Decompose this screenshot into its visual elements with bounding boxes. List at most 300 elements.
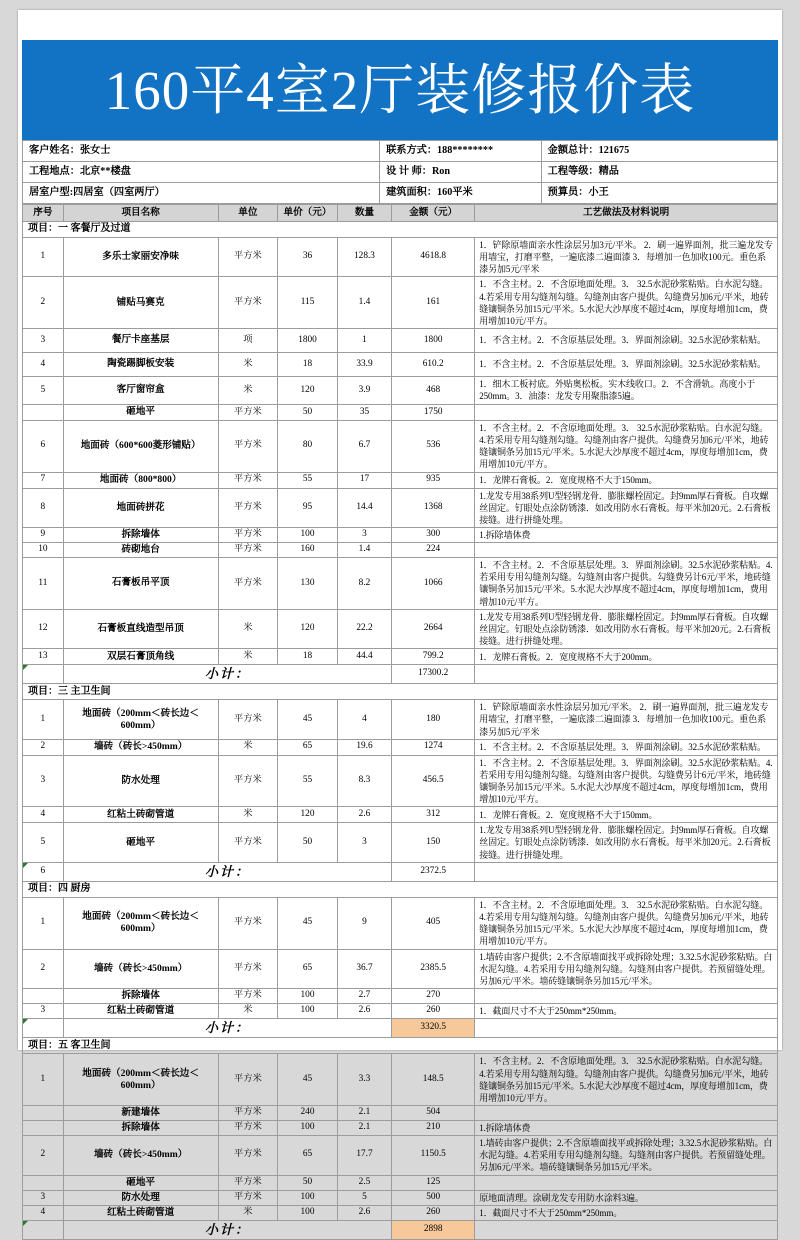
item-name: 拆除墙体 [63, 527, 218, 542]
column-header-6: 工艺做法及材料说明 [475, 205, 778, 222]
table-row [23, 328, 778, 352]
row-index: 1 [23, 898, 64, 950]
table-row [23, 1175, 778, 1190]
table-row [23, 277, 778, 329]
customer-info-table [22, 140, 778, 204]
item-description: 1．截面尺寸不大于250mm*250mm。 [475, 1003, 778, 1018]
row-index: 1 [23, 1054, 64, 1106]
item-quantity: 3 [337, 823, 391, 862]
item-name: 客厅窗帘盒 [63, 376, 218, 404]
item-unit-price: 65 [278, 739, 338, 755]
item-amount: 500 [392, 1190, 475, 1205]
item-name: 砖砌地台 [63, 543, 218, 558]
item-description [475, 1105, 778, 1120]
item-name: 墙砖（砖长>450mm） [63, 1136, 218, 1175]
row-index: 10 [23, 543, 64, 558]
item-unit-price: 50 [278, 404, 338, 420]
item-quantity: 3.3 [337, 1054, 391, 1106]
item-unit: 米 [218, 376, 278, 404]
item-description: 1．不含主材。2．不含原地面处理。3． 32.5水泥砂浆粘贴。白水泥勾缝。4.若采用专用勾缝剂勾缝。勾缝剂由客户提供。勾缝费另加6元/平米，地砖缝镶铜条另加15元/平米。5.水泥大沙厚度不超过4cm，厚度每增加1cm，费用增加10元/平方。 [475, 1054, 778, 1106]
item-unit: 平方米 [218, 420, 278, 472]
subtotal-index [23, 1220, 64, 1239]
item-unit-price: 160 [278, 543, 338, 558]
item-amount: 468 [392, 376, 475, 404]
column-header-5: 金额（元） [392, 205, 475, 222]
item-name: 防水处理 [63, 1190, 218, 1205]
item-description: 1．不含主材。2．不含原地面处理。3． 32.5水泥砂浆粘贴。白水泥勾缝。4.若采用专用勾缝剂勾缝。勾缝剂由客户提供。勾缝费另加6元/平米，地砖缝镶铜条另加15元/平米。5.水泥大沙厚度不超过4cm，厚度每增加1cm，费用增加10元/平方。 [475, 420, 778, 472]
row-index: 4 [23, 807, 64, 823]
item-unit-price: 100 [278, 1190, 338, 1205]
item-unit-price: 1800 [278, 328, 338, 352]
item-unit: 平方米 [218, 1120, 278, 1135]
row-index: 3 [23, 1003, 64, 1018]
row-index: 4 [23, 352, 64, 376]
table-row [23, 1003, 778, 1018]
item-unit-price: 45 [278, 1054, 338, 1106]
table-row [23, 988, 778, 1003]
item-unit: 平方米 [218, 898, 278, 950]
item-unit-price: 55 [278, 472, 338, 488]
item-name: 石膏板吊平顶 [63, 558, 218, 610]
item-name: 陶瓷踢脚板安装 [63, 352, 218, 376]
subtotal-row [23, 1220, 778, 1239]
item-name: 铺贴马赛克 [63, 277, 218, 329]
item-unit-price: 120 [278, 609, 338, 648]
item-unit: 平方米 [218, 543, 278, 558]
item-name: 拆除墙体 [63, 1120, 218, 1135]
row-index: 9 [23, 527, 64, 542]
info-field-mid [380, 162, 542, 183]
item-description: 1．不含主材。2．不含原基层处理。3．界面剂涂刷。32.5水泥砂浆粘贴。 [475, 352, 778, 376]
item-name: 石膏板直线造型吊顶 [63, 609, 218, 648]
column-header-1: 项目名称 [63, 205, 218, 222]
item-amount: 1368 [392, 488, 475, 527]
item-description: 1.墙砖由客户提供；2.不含原墙面找平或拆除处理；3.32.5水泥砂浆粘贴。白水泥勾缝。4.若采用专用勾缝剂勾缝。勾缝剂由客户提供。若预留缝处理。另加6元/平米。墙砖缝镶铜条另加15元/平米。 [475, 949, 778, 988]
item-description: 1．不含主材。2．不含原地面处理。3． 32.5水泥砂浆粘贴。白水泥勾缝。4.若采用专用勾缝剂勾缝。勾缝剂由客户提供。勾缝费另加6元/平米，地砖缝镶铜条另加15元/平米。5.水泥大沙厚度不超过4cm，厚度每增加1cm，费用增加10元/平方。 [475, 277, 778, 329]
item-amount: 148.5 [392, 1054, 475, 1106]
row-index: 2 [23, 739, 64, 755]
section-title-row [23, 684, 778, 700]
item-amount: 260 [392, 1003, 475, 1018]
item-description: 1．龙牌石膏板。2．宽度规格不大于150mm。 [475, 472, 778, 488]
item-description: 1．不含主材。2．不含原地面处理。3． 32.5水泥砂浆粘贴。白水泥勾缝。4.若采用专用勾缝剂勾缝。勾缝剂由客户提供。勾缝费另加6元/平米，地砖缝镶铜条另加15元/平米。5.水泥大沙厚度不超过4cm，厚度每增加1cm，费用增加10元/平方。 [475, 898, 778, 950]
item-quantity: 2.6 [337, 1205, 391, 1220]
item-description: 1.墙砖由客户提供；2.不含原墙面找平或拆除处理；3.32.5水泥砂浆粘贴。白水泥勾缝。4.若采用专用勾缝剂勾缝。勾缝剂由客户提供。若预留缝处理。另加6元/平米。墙砖缝镶铜条另加15元/平米。 [475, 1136, 778, 1175]
item-amount: 300 [392, 527, 475, 542]
subtotal-description-empty [475, 862, 778, 881]
item-unit: 平方米 [218, 988, 278, 1003]
item-name: 地面砖（600*600菱形铺贴） [63, 420, 218, 472]
info-field-mid [380, 141, 542, 162]
item-unit-price: 100 [278, 527, 338, 542]
item-description: 1．不含主材。2．不含原基层处理。3．界面剂涂刷。32.5水泥砂浆粘贴。 [475, 328, 778, 352]
table-row [23, 1105, 778, 1120]
row-index: 3 [23, 328, 64, 352]
table-row [23, 420, 778, 472]
item-amount: 504 [392, 1105, 475, 1120]
info-field-right [541, 183, 777, 204]
item-name: 地面砖（200mm＜砖长边＜600mm） [63, 700, 218, 739]
item-name: 防水处理 [63, 755, 218, 807]
info-value: 160平米 [437, 186, 473, 198]
row-index: 8 [23, 488, 64, 527]
item-description: 1．龙牌石膏板。2．宽度规格不大于150mm。 [475, 807, 778, 823]
item-quantity: 19.6 [337, 739, 391, 755]
item-unit-price: 55 [278, 755, 338, 807]
item-amount: 456.5 [392, 755, 475, 807]
item-unit-price: 130 [278, 558, 338, 610]
table-row [23, 823, 778, 862]
row-index: 5 [23, 376, 64, 404]
table-row [23, 1120, 778, 1135]
item-unit-price: 36 [278, 238, 338, 277]
item-description: 1.龙发专用38系列U型轻钢龙骨．膨胀螺栓固定。封9mm厚石膏板。自攻螺丝固定。钉眼处点涂防锈漆．如改用防水石膏板。每平米加20元。2.石膏板接缝。进行拼缝处理。 [475, 823, 778, 862]
subtotal-description-empty [475, 1019, 778, 1038]
row-index [23, 404, 64, 420]
item-unit: 米 [218, 1205, 278, 1220]
item-name: 砸地平 [63, 1175, 218, 1190]
item-amount: 210 [392, 1120, 475, 1135]
item-amount: 224 [392, 543, 475, 558]
item-name: 地面砖（200mm＜砖长边＜600mm） [63, 1054, 218, 1106]
item-amount: 2664 [392, 609, 475, 648]
item-description: 1.拆除墙体费 [475, 1120, 778, 1135]
info-field-right [541, 162, 777, 183]
info-label: 金额总计： [547, 144, 599, 156]
item-quantity: 36.7 [337, 949, 391, 988]
item-unit: 米 [218, 1003, 278, 1018]
item-description: 1．细木工板衬底。外贴奥松板。实木线收口。2．不含滑轨。高度小于250mm。3．油漆：龙发专用聚脂漆5遍。 [475, 376, 778, 404]
item-amount: 935 [392, 472, 475, 488]
item-description: 原地面清理。涂刷龙发专用防水涂料3遍。 [475, 1190, 778, 1205]
item-unit: 平方米 [218, 527, 278, 542]
item-quantity: 22.2 [337, 609, 391, 648]
table-row [23, 472, 778, 488]
item-name: 拆除墙体 [63, 988, 218, 1003]
info-value: 张女士 [79, 144, 111, 156]
table-row [23, 949, 778, 988]
info-label: 联系方式： [386, 144, 438, 156]
table-row [23, 739, 778, 755]
item-name: 双层石膏顶角线 [63, 649, 218, 665]
item-name: 红粘土砖砌管道 [63, 807, 218, 823]
info-row [23, 141, 778, 162]
item-quantity: 33.9 [337, 352, 391, 376]
item-quantity: 35 [337, 404, 391, 420]
row-index: 4 [23, 1205, 64, 1220]
item-unit: 平方米 [218, 1175, 278, 1190]
info-row [23, 162, 778, 183]
subtotal-row [23, 862, 778, 881]
item-unit: 平方米 [218, 488, 278, 527]
item-unit-price: 120 [278, 376, 338, 404]
item-unit-price: 50 [278, 1175, 338, 1190]
table-row [23, 700, 778, 739]
column-header-0: 序号 [23, 205, 64, 222]
info-label: 工程地点： [29, 165, 80, 177]
row-index: 7 [23, 472, 64, 488]
item-unit: 平方米 [218, 404, 278, 420]
section-title: 项目：四 厨房 [23, 882, 778, 898]
table-row [23, 558, 778, 610]
item-description [475, 1175, 778, 1190]
item-quantity: 14.4 [337, 488, 391, 527]
item-unit: 平方米 [218, 558, 278, 610]
item-unit: 平方米 [218, 472, 278, 488]
item-description: 1．不含主材。2．不含原基层处理。3．界面剂涂刷。32.5水泥砂浆粘贴。4.若采用专用勾缝剂勾缝。勾缝剂由客户提供。勾缝费另计6元/平米，地砖缝镶铜条另加15元/平米。5.水泥大沙厚度不超过4cm，厚度每增加1cm，费用增加10元/平方。 [475, 558, 778, 610]
row-index: 2 [23, 949, 64, 988]
item-description: 1．铲除原墙面亲水性涂层另加元/平米。 2．刷一遍界面剂，批三遍龙发专用墙宝，打磨平整，一遍底漆二遍面漆 3．每增加一色加收100元。重色系漆另加5元/平米 [475, 700, 778, 739]
item-description: 1．不含主材。2．不含原基层处理。3．界面剂涂刷。32.5水泥砂浆粘贴。4.若采用专用勾缝剂勾缝。勾缝剂由客户提供。勾缝费另计6元/平米，地砖缝镶铜条另加15元/平米。5.水泥大沙厚度不超过4cm，厚度每增加1cm，费用增加10元/平方。 [475, 755, 778, 807]
subtotal-row [23, 665, 778, 684]
row-index: 2 [23, 1136, 64, 1175]
item-unit-price: 45 [278, 898, 338, 950]
item-amount: 180 [392, 700, 475, 739]
item-quantity: 3.9 [337, 376, 391, 404]
item-amount: 161 [392, 277, 475, 329]
subtotal-index: 6 [23, 862, 64, 881]
item-quantity: 17 [337, 472, 391, 488]
subtotal-amount: 2898 [392, 1220, 475, 1239]
item-amount: 1800 [392, 328, 475, 352]
item-quantity: 5 [337, 1190, 391, 1205]
item-name: 墙砖（砖长>450mm） [63, 739, 218, 755]
table-row [23, 649, 778, 665]
table-row [23, 898, 778, 950]
column-header-row [23, 205, 778, 222]
item-unit-price: 100 [278, 1205, 338, 1220]
subtotal-amount: 17300.2 [392, 665, 475, 684]
info-field-right [541, 141, 777, 162]
item-description: 1.拆除墙体费 [475, 527, 778, 542]
subtotal-index [23, 665, 64, 684]
item-quantity: 17.7 [337, 1136, 391, 1175]
section-title-row [23, 1038, 778, 1054]
subtotal-label: 小计： [63, 1220, 391, 1239]
item-unit: 平方米 [218, 1190, 278, 1205]
item-amount: 312 [392, 807, 475, 823]
row-index: 6 [23, 420, 64, 472]
item-unit-price: 100 [278, 1120, 338, 1135]
subtotal-label: 小计： [63, 665, 391, 684]
item-quantity: 4 [337, 700, 391, 739]
info-label: 建筑面积： [386, 186, 438, 198]
item-amount: 405 [392, 898, 475, 950]
item-amount: 799.2 [392, 649, 475, 665]
subtotal-index [23, 1019, 64, 1038]
quotation-table [22, 204, 778, 1240]
row-index: 3 [23, 755, 64, 807]
info-value: 精品 [598, 165, 619, 177]
column-header-3: 单价（元） [278, 205, 338, 222]
info-label: 预算员： [547, 186, 589, 198]
info-row [23, 183, 778, 204]
section-title-row [23, 882, 778, 898]
item-quantity: 2.5 [337, 1175, 391, 1190]
subtotal-description-empty [475, 1220, 778, 1239]
item-quantity: 9 [337, 898, 391, 950]
quotation-sheet [18, 10, 782, 1237]
item-unit-price: 65 [278, 1136, 338, 1175]
table-row [23, 755, 778, 807]
item-unit: 平方米 [218, 238, 278, 277]
item-quantity: 44.4 [337, 649, 391, 665]
item-name: 地面砖（200mm＜砖长边＜600mm） [63, 898, 218, 950]
item-description: 1．铲除原墙面亲水性涂层另加3元/平米。 2．刷一遍界面剂，批三遍龙发专用墙宝，打磨平整，一遍底漆二遍面漆 3．每增加一色加收100元。重色系漆另加5元/平米 [475, 238, 778, 277]
table-row [23, 352, 778, 376]
row-index: 3 [23, 1190, 64, 1205]
info-field-left [23, 141, 380, 162]
item-quantity: 2.6 [337, 807, 391, 823]
item-amount: 270 [392, 988, 475, 1003]
item-unit: 米 [218, 649, 278, 665]
title-banner [22, 40, 778, 140]
table-row [23, 609, 778, 648]
item-amount: 260 [392, 1205, 475, 1220]
info-value: 小王 [588, 186, 609, 198]
item-name: 红粘土砖砌管道 [63, 1205, 218, 1220]
item-quantity: 2.1 [337, 1105, 391, 1120]
item-unit-price: 65 [278, 949, 338, 988]
item-name: 多乐士家丽安净味 [63, 238, 218, 277]
row-index: 1 [23, 238, 64, 277]
subtotal-amount: 2372.5 [392, 862, 475, 881]
item-name: 地面砖拼花 [63, 488, 218, 527]
column-header-2: 单位 [218, 205, 278, 222]
item-amount: 4618.8 [392, 238, 475, 277]
item-description: 1．龙牌石膏板。2．宽度规格不大于200mm。 [475, 649, 778, 665]
item-unit: 平方米 [218, 755, 278, 807]
item-amount: 1274 [392, 739, 475, 755]
info-value: Ron [431, 165, 451, 177]
item-description [475, 543, 778, 558]
table-row [23, 1190, 778, 1205]
info-field-left [23, 162, 380, 183]
table-row [23, 1205, 778, 1220]
item-unit: 米 [218, 739, 278, 755]
info-label: 居室户型: [29, 186, 74, 198]
item-name: 餐厅卡座基层 [63, 328, 218, 352]
item-description [475, 988, 778, 1003]
row-index: 2 [23, 277, 64, 329]
item-unit-price: 100 [278, 988, 338, 1003]
item-amount: 536 [392, 420, 475, 472]
item-unit: 米 [218, 352, 278, 376]
subtotal-description-empty [475, 665, 778, 684]
item-name: 砸地平 [63, 823, 218, 862]
row-index: 1 [23, 700, 64, 739]
subtotal-row [23, 1019, 778, 1038]
item-quantity: 1 [337, 328, 391, 352]
row-index [23, 988, 64, 1003]
table-row [23, 527, 778, 542]
table-row [23, 376, 778, 404]
row-index: 12 [23, 609, 64, 648]
table-row [23, 1136, 778, 1175]
info-value: 北京**楼盘 [79, 165, 131, 177]
item-unit: 米 [218, 807, 278, 823]
item-unit: 平方米 [218, 949, 278, 988]
item-quantity: 2.1 [337, 1120, 391, 1135]
item-quantity: 2.7 [337, 988, 391, 1003]
subtotal-amount: 3320.5 [392, 1019, 475, 1038]
item-description [475, 404, 778, 420]
item-quantity: 2.6 [337, 1003, 391, 1018]
item-unit-price: 100 [278, 1003, 338, 1018]
info-label: 设 计 师： [386, 165, 432, 177]
item-unit: 项 [218, 328, 278, 352]
row-index: 13 [23, 649, 64, 665]
item-unit-price: 80 [278, 420, 338, 472]
item-name: 新建墙体 [63, 1105, 218, 1120]
item-unit-price: 18 [278, 352, 338, 376]
item-unit-price: 95 [278, 488, 338, 527]
info-field-left [23, 183, 380, 204]
page-title: 160平4室2厅装修报价表 [104, 59, 696, 121]
item-unit: 平方米 [218, 1054, 278, 1106]
item-amount: 125 [392, 1175, 475, 1190]
item-amount: 1066 [392, 558, 475, 610]
item-quantity: 3 [337, 527, 391, 542]
table-row [23, 238, 778, 277]
item-name: 地面砖（800*800） [63, 472, 218, 488]
info-label: 工程等级： [547, 165, 599, 177]
item-unit: 平方米 [218, 700, 278, 739]
info-value: 188******** [437, 144, 494, 156]
row-index: 5 [23, 823, 64, 862]
column-header-4: 数量 [337, 205, 391, 222]
item-amount: 2385.5 [392, 949, 475, 988]
subtotal-label: 小计： [63, 1019, 391, 1038]
item-quantity: 8.3 [337, 755, 391, 807]
item-amount: 1150.5 [392, 1136, 475, 1175]
item-amount: 150 [392, 823, 475, 862]
item-unit: 平方米 [218, 1105, 278, 1120]
info-field-mid [380, 183, 542, 204]
item-description: 1．不含主材。2．不含原基层处理。3．界面剂涂刷。32.5水泥砂浆粘贴。 [475, 739, 778, 755]
item-unit-price: 115 [278, 277, 338, 329]
info-label: 客户姓名： [29, 144, 80, 156]
item-unit: 平方米 [218, 823, 278, 862]
item-amount: 1750 [392, 404, 475, 420]
item-quantity: 6.7 [337, 420, 391, 472]
item-quantity: 128.3 [337, 238, 391, 277]
item-name: 砸地平 [63, 404, 218, 420]
item-unit-price: 18 [278, 649, 338, 665]
item-name: 红粘土砖砌管道 [63, 1003, 218, 1018]
row-index [23, 1105, 64, 1120]
row-index [23, 1120, 64, 1135]
item-unit: 平方米 [218, 1136, 278, 1175]
item-unit-price: 240 [278, 1105, 338, 1120]
item-unit-price: 50 [278, 823, 338, 862]
table-row [23, 488, 778, 527]
item-description: 1.龙发专用38系列U型轻钢龙骨．膨胀螺栓固定。封9mm厚石膏板。自攻螺丝固定。钉眼处点涂防锈漆．如改用防水石膏板。每平米加20元。2.石膏板接缝。进行拼缝处理。 [475, 609, 778, 648]
section-title-row [23, 222, 778, 238]
info-value: 121675 [598, 144, 630, 156]
item-quantity: 8.2 [337, 558, 391, 610]
table-row [23, 543, 778, 558]
row-index: 11 [23, 558, 64, 610]
item-amount: 610.2 [392, 352, 475, 376]
item-quantity: 1.4 [337, 543, 391, 558]
item-description: 1.龙发专用38系列U型轻钢龙骨．膨胀螺栓固定。封9mm厚石膏板。自攻螺丝固定。钉眼处点涂防锈漆．如改用防水石膏板。每平米加20元。2.石膏板接缝。进行拼缝处理。 [475, 488, 778, 527]
section-title: 项目：五 客卫生间 [23, 1038, 778, 1054]
info-value: 四居室（四室两厅） [73, 186, 165, 198]
item-name: 墙砖（砖长>450mm） [63, 949, 218, 988]
section-title: 项目：一 客餐厅及过道 [23, 222, 778, 238]
item-unit: 米 [218, 609, 278, 648]
